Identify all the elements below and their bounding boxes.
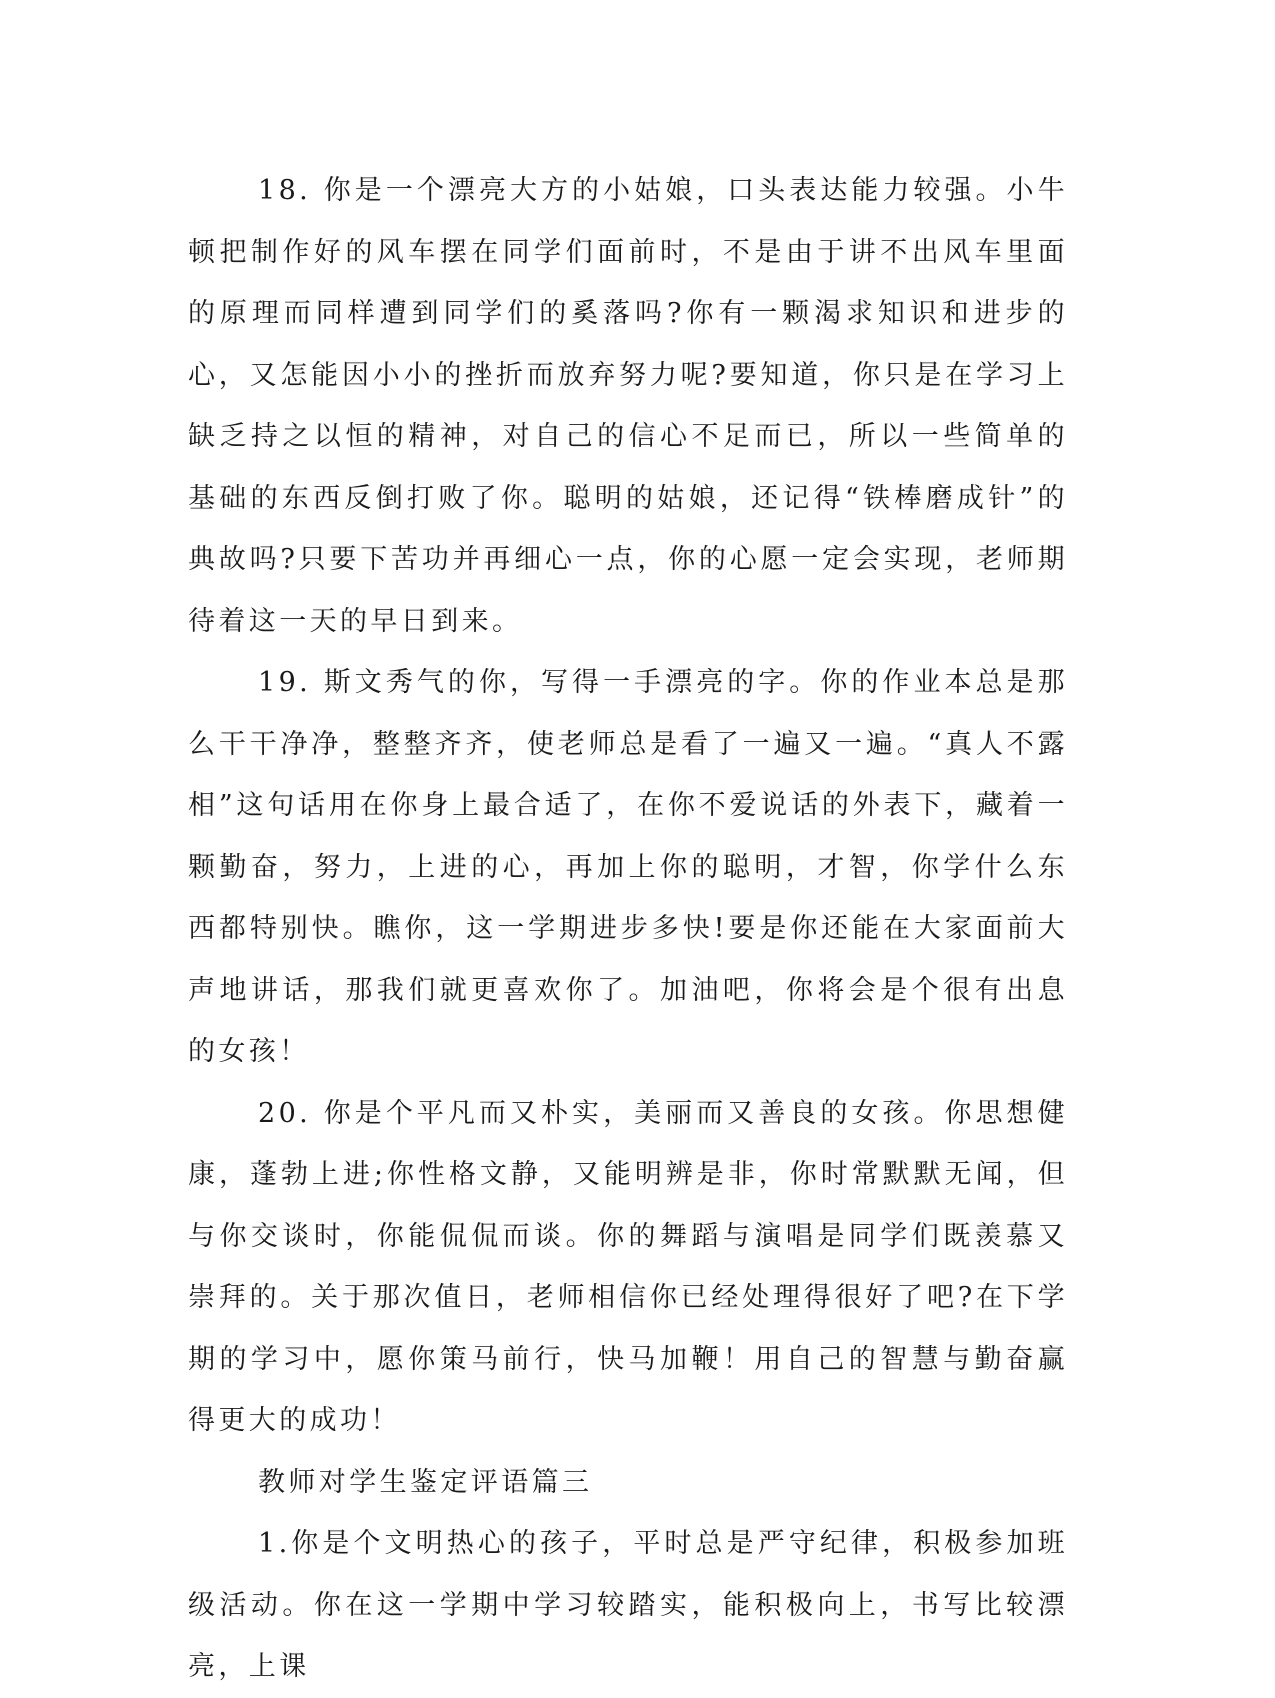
comment-paragraph-1: 1.你是个文明热心的孩子，平时总是严守纪律，积极参加班级活动。你在这一学期中学习较踏实，能积极向上，书写比较漂亮，上课 [188, 1528, 1068, 1682]
comment-paragraph-20: 20. 你是个平凡而又朴实，美丽而又善良的女孩。你思想健康，蓬勃上进;你性格文静，又能明辨是非，你时常默默无闻，但与你交谈时，你能侃侃而谈。你的舞蹈与演唱是同学们既羡慕又崇拜的。关于那次值日，老师相信你已经处理得很好了吧?在下学期的学习中，愿你策马前行，快马加鞭！用自己的智慧与勤奋赢得更大的成功！ [188, 1097, 1068, 1436]
comment-paragraph-18: 18. 你是一个漂亮大方的小姑娘，口头表达能力较强。小牛顿把制作好的风车摆在同学们面前时，不是由于讲不出风车里面的原理而同样遭到同学们的奚落吗?你有一颗渴求知识和进步的心，又怎能因小小的挫折而放弃努力呢?要知道，你只是在学习上缺乏持之以恒的精神，对自己的信心不足而已，所以一些简单的基础的东西反倒打败了你。聪明的姑娘，还记得“铁棒磨成针”的典故吗?只要下苦功并再细心一点，你的心愿一定会实现，老师期待着这一天的早日到来。 [188, 175, 1068, 637]
document-body [188, 160, 1068, 1698]
comment-paragraph-19: 19. 斯文秀气的你，写得一手漂亮的字。你的作业本总是那么干干净净，整整齐齐，使老师总是看了一遍又一遍。“真人不露相”这句话用在你身上最合适了，在你不爱说话的外表下，藏着一颗勤奋，努力，上进的心，再加上你的聪明，才智，你学什么东西都特别快。瞧你，这一学期进步多快!要是你还能在大家面前大声地讲话，那我们就更喜欢你了。加油吧，你将会是个很有出息的女孩！ [188, 667, 1068, 1067]
section-heading: 教师对学生鉴定评语篇三 [258, 1466, 593, 1498]
